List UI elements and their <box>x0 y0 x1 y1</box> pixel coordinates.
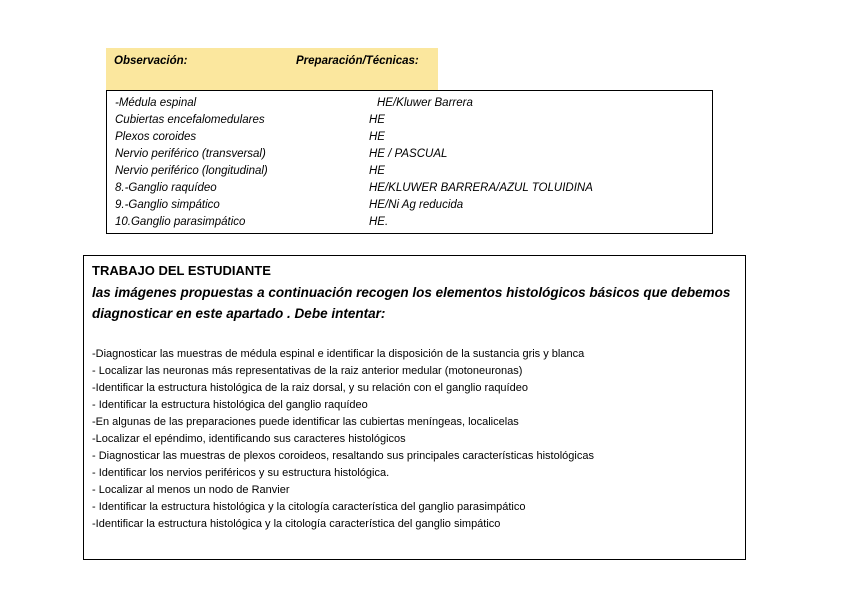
task-item: - Identificar la estructura histológica del ganglio raquídeo <box>92 399 368 411</box>
task-item: - Diagnosticar las muestras de plexos coroideos, resaltando sus principales características histológicas <box>92 450 594 462</box>
task-item: - Identificar los nervios periféricos y su estructura histológica. <box>92 467 390 479</box>
preparacion-label: Preparación/Técnicas: <box>296 55 419 67</box>
observation-prep: HE <box>369 165 385 177</box>
observation-prep: HE / PASCUAL <box>369 148 448 160</box>
observation-row <box>115 197 705 214</box>
student-work-box <box>83 255 746 560</box>
observation-row <box>115 214 705 231</box>
observation-name: 10.Ganglio parasimpático <box>115 216 246 228</box>
observation-row <box>115 146 705 163</box>
student-work-intro: las imágenes propuestas a continuación recogen los elementos histológicos básicos que debemos diagnosticar en este apartado . Debe intentar: <box>92 285 731 321</box>
task-item: -Diagnosticar las muestras de médula espinal e identificar la disposición de la sustancia gris y blanca <box>92 348 585 360</box>
observation-name: Cubiertas encefalomedulares <box>115 114 265 126</box>
observation-row <box>115 163 705 180</box>
observation-prep: HE/KLUWER BARRERA/AZUL TOLUIDINA <box>369 182 593 194</box>
observation-name: -Médula espinal <box>115 97 197 109</box>
task-item: - Identificar la estructura histológica y la citología característica del ganglio parasimpático <box>92 501 526 513</box>
observacion-label: Observación: <box>114 55 188 67</box>
observation-prep: HE. <box>369 216 389 228</box>
observation-row <box>115 180 705 197</box>
observation-name: 8.-Ganglio raquídeo <box>115 182 217 194</box>
observation-name: 9.-Ganglio simpático <box>115 199 220 211</box>
observation-row <box>115 129 705 146</box>
observation-name: Plexos coroides <box>115 131 197 143</box>
observation-prep: HE/Kluwer Barrera <box>377 97 473 109</box>
observation-row <box>115 112 705 129</box>
observation-name: Nervio periférico (longitudinal) <box>115 165 268 177</box>
student-work-title: TRABAJO DEL ESTUDIANTE <box>92 263 271 278</box>
observation-prep: HE/Ni Ag reducida <box>369 199 464 211</box>
observation-name: Nervio periférico (transversal) <box>115 148 266 160</box>
task-item: -Identificar la estructura histológica y la citología característica del ganglio simpático <box>92 518 501 530</box>
observations-table <box>106 90 713 234</box>
header-band <box>106 48 438 90</box>
task-item: -Identificar la estructura histológica de la raiz dorsal, y su relación con el ganglio raquídeo <box>92 382 528 394</box>
task-item: - Localizar al menos un nodo de Ranvier <box>92 484 290 496</box>
observation-row <box>115 95 705 112</box>
task-item: -Localizar el epéndimo, identificando sus caracteres histológicos <box>92 433 406 445</box>
task-item: - Localizar las neuronas más representativas de la raiz anterior medular (motoneuronas) <box>92 365 523 377</box>
task-item: -En algunas de las preparaciones puede identificar las cubiertas meníngeas, localicelas <box>92 416 519 428</box>
observation-prep: HE <box>369 114 385 126</box>
observation-prep: HE <box>369 131 385 143</box>
task-list <box>92 346 737 533</box>
